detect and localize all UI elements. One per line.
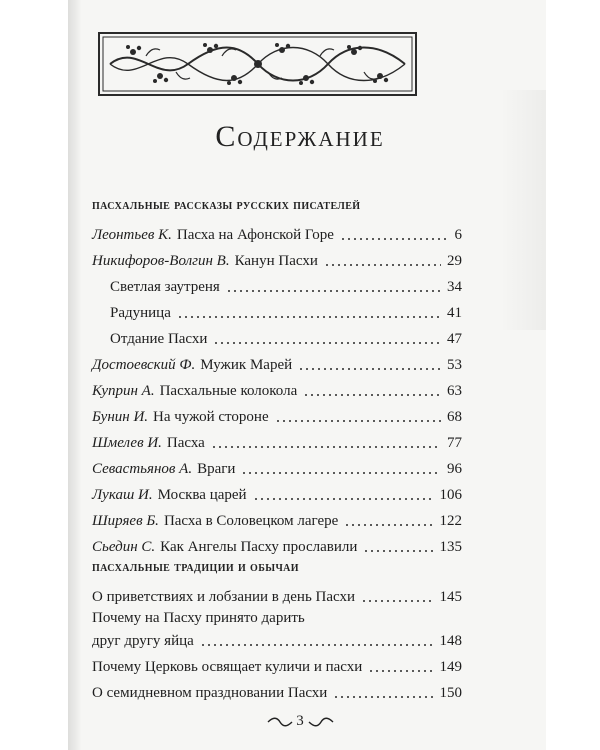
entry-author: Ширяев Б.	[92, 513, 159, 529]
dot-leader	[344, 524, 433, 526]
entry-author: Куприн А.	[92, 383, 155, 399]
entry-title: О семидневном праздновании Пасхи	[92, 685, 328, 701]
entry-title: друг другу яйца	[92, 633, 194, 649]
entry-title: Москва царей	[157, 487, 247, 503]
entry-title: Канун Пасхи	[234, 253, 318, 269]
toc-entry[interactable]	[92, 632, 462, 650]
entry-title: На чужой стороне	[153, 409, 269, 425]
toc-entry[interactable]	[92, 658, 462, 676]
entry-title: Радуница	[110, 305, 171, 321]
toc-entry[interactable]	[92, 538, 462, 556]
dot-leader	[340, 238, 449, 240]
toc-entry[interactable]	[110, 304, 462, 322]
dot-leader	[211, 446, 441, 448]
entry-title: Пасхальные колокола	[159, 383, 298, 399]
entry-author: Достоевский Ф.	[92, 357, 196, 373]
entry-page: 150	[439, 685, 462, 701]
entry-page: 122	[439, 513, 462, 529]
entry-title: Светлая заутреня	[110, 279, 220, 295]
page-number: 3	[296, 713, 304, 730]
toc-entry[interactable]	[110, 278, 462, 296]
entry-author: Лукаш И.	[92, 487, 153, 503]
dot-leader	[333, 696, 433, 698]
entry-page: 148	[439, 633, 462, 649]
left-flourish-icon	[267, 717, 293, 727]
entry-page: 63	[447, 383, 462, 399]
page-title: Содержание	[215, 120, 385, 153]
decorative-vine-border	[98, 32, 417, 96]
gutter-shadow	[68, 0, 82, 750]
dot-leader	[368, 670, 433, 672]
entry-author: Сьедин С.	[92, 539, 156, 555]
entry-title: Мужик Марей	[200, 357, 293, 373]
dot-leader	[241, 472, 441, 474]
entry-page: 41	[447, 305, 462, 321]
toc-entry[interactable]	[92, 512, 462, 530]
dot-leader	[226, 290, 441, 292]
toc-entry[interactable]	[92, 356, 462, 374]
toc-entry[interactable]	[92, 486, 462, 504]
entry-title: Враги	[197, 461, 236, 477]
entry-page: 68	[447, 409, 462, 425]
toc-entry[interactable]	[92, 408, 462, 426]
page-footer	[0, 713, 600, 730]
toc-entry[interactable]	[92, 252, 462, 270]
dot-leader	[324, 264, 441, 266]
dot-leader	[363, 550, 433, 552]
section-heading: пасхальные рассказы русских писателей	[92, 198, 361, 213]
entry-page: 47	[447, 331, 462, 347]
entry-author: Севастьянов А.	[92, 461, 193, 477]
entry-page: 96	[447, 461, 462, 477]
entry-page: 6	[454, 227, 462, 243]
toc-entry[interactable]	[92, 382, 462, 400]
entry-author: Никифоров-Волгин В.	[92, 253, 230, 269]
entry-page: 53	[447, 357, 462, 373]
entry-title: Как Ангелы Пасху прославили	[160, 539, 358, 555]
dot-leader	[298, 368, 441, 370]
dot-leader	[275, 420, 441, 422]
toc-entry[interactable]	[92, 684, 462, 702]
entry-title: Пасха	[166, 435, 205, 451]
entry-title: О приветствиях и лобзании в день Пасхи	[92, 589, 356, 605]
toc-entry[interactable]	[92, 588, 462, 606]
entry-page: 149	[439, 659, 462, 675]
entry-page: 77	[447, 435, 462, 451]
dot-leader	[177, 316, 441, 318]
entry-title: Отдание Пасхи	[110, 331, 208, 347]
entry-title: Пасха на Афонской Горе	[176, 227, 334, 243]
entry-page: 145	[439, 589, 462, 605]
toc-entry[interactable]	[92, 226, 462, 244]
toc-entry[interactable]	[92, 460, 462, 478]
toc-entry[interactable]	[92, 434, 462, 452]
entry-page: 106	[439, 487, 462, 503]
dot-leader	[200, 644, 434, 646]
dot-leader	[361, 600, 433, 602]
entry-title: Почему Церковь освящает куличи и пасхи	[92, 659, 363, 675]
dot-leader	[213, 342, 441, 344]
toc-entry[interactable]	[110, 330, 462, 348]
dot-leader	[253, 498, 434, 500]
entry-author: Бунин И.	[92, 409, 149, 425]
entry-author: Шмелев И.	[92, 435, 162, 451]
entry-page: 135	[439, 539, 462, 555]
entry-title-line1[interactable]: Почему на Пасху принято дарить	[92, 610, 305, 626]
entry-author: Леонтьев К.	[92, 227, 172, 243]
entry-page: 29	[447, 253, 462, 269]
right-flourish-icon	[308, 717, 334, 727]
section-heading: пасхальные традиции и обычаи	[92, 560, 299, 575]
entry-page: 34	[447, 279, 462, 295]
entry-title: Пасха в Соловецком лагере	[163, 513, 339, 529]
dot-leader	[303, 394, 441, 396]
